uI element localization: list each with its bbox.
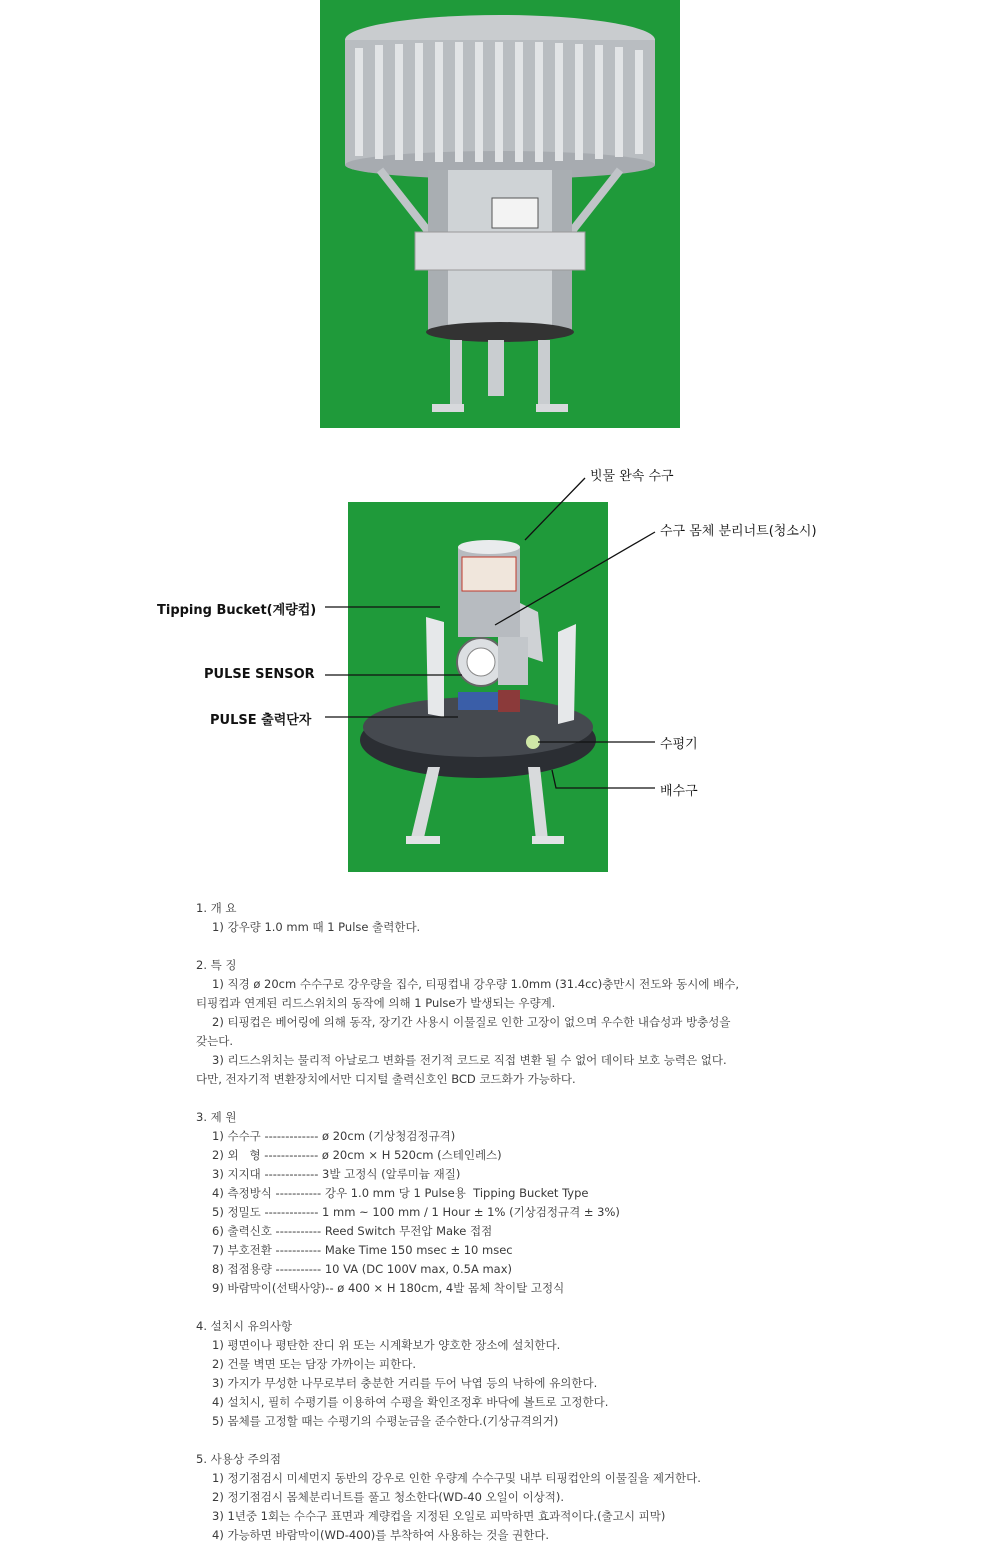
spec-line: 5) 정밀도 ------------- 1 mm ~ 100 mm / 1 Hour ± 1% (기상검정규격 ± 3%) xyxy=(212,1205,620,1219)
spec-line: 8) 접점용량 ----------- 10 VA (DC 100V max, 0.5A max) xyxy=(212,1262,513,1276)
section-title: 5. 사용상 주의점 xyxy=(196,1452,281,1466)
spec-line: 1) 강우량 1.0 mm 때 1 Pulse 출력한다. xyxy=(212,920,421,934)
spec-line: 갖는다. xyxy=(196,1034,233,1048)
spec-line: 6) 출력신호 ----------- Reed Switch 무전압 Make 접점 xyxy=(212,1224,493,1238)
spec-line: 2) 정기점검시 몸체분리너트를 풀고 청소한다(WD-40 오일이 이상적). xyxy=(212,1490,564,1504)
spec-line: 3) 리드스위치는 물리적 아날로그 변화를 전기적 코드로 직접 변환 될 수 없어 데이타 보호 능력은 없다. xyxy=(212,1053,727,1067)
product-photo-wind-shield xyxy=(320,0,680,428)
spec-line: 4) 측정방식 ----------- 강우 1.0 mm 당 1 Pulse용 Tipping Bucket Type xyxy=(212,1186,589,1200)
callout-separation-nut: 수구 몸체 분리너트(청소시) xyxy=(660,524,817,539)
spec-line: 5) 몸체를 고정할 때는 수평기의 수평눈금을 준수한다.(기상규격의거) xyxy=(212,1414,559,1428)
product-photo-internal xyxy=(348,502,608,872)
callout-pulse-sensor: PULSE SENSOR xyxy=(204,667,315,682)
spec-line: 2) 건물 벽면 또는 담장 가까이는 피한다. xyxy=(212,1357,417,1371)
spec-line: 9) 바람막이(선택사양)-- ø 400 × H 180cm, 4발 몸체 착이탈 고정식 xyxy=(212,1281,565,1295)
spec-line: 7) 부호전환 ----------- Make Time 150 msec ± 10 msec xyxy=(212,1243,513,1257)
spec-line: 4) 설치시, 필히 수평기를 이용하여 수평을 확인조정후 바닥에 볼트로 고정한다. xyxy=(212,1395,609,1409)
section-title: 1. 개 요 xyxy=(196,901,237,915)
spec-document xyxy=(196,899,816,1545)
section-title: 3. 제 원 xyxy=(196,1110,237,1124)
callout-funnel: 빗물 완속 수구 xyxy=(590,469,674,484)
spec-line: 2) 외 형 ------------- ø 20cm × H 520cm (스테인레스) xyxy=(212,1148,502,1162)
callout-level: 수평기 xyxy=(660,737,698,752)
spec-line: 1) 직경 ø 20cm 수수구로 강우량을 집수, 티핑컵내 강우량 1.0mm (31.4cc)충만시 전도와 동시에 배수, xyxy=(212,977,740,991)
spec-line: 3) 1년중 1회는 수수구 표면과 계량컵을 지정된 오일로 피막하면 효과적이다.(출고시 피막) xyxy=(212,1509,666,1523)
spec-line: 2) 티핑컵은 베어링에 의해 동작, 장기간 사용시 이물질로 인한 고장이 없으며 우수한 내습성과 방충성을 xyxy=(212,1015,731,1029)
callout-tipping-bucket: Tipping Bucket(계량컵) xyxy=(157,603,317,618)
spec-line: 1) 정기점검시 미세먼지 동반의 강우로 인한 우량계 수수구및 내부 티핑컵안의 이물질을 제거한다. xyxy=(212,1471,701,1485)
section-title: 2. 특 징 xyxy=(196,958,237,972)
spec-line: 3) 지지대 ------------- 3발 고정식 (알루미늄 재질) xyxy=(212,1167,461,1181)
spec-line: 1) 평면이나 평탄한 잔디 위 또는 시계확보가 양호한 장소에 설치한다. xyxy=(212,1338,561,1352)
spec-line: 1) 수수구 ------------- ø 20cm (기상청검정규격) xyxy=(212,1129,456,1143)
spec-line: 티핑컵과 연계된 리드스위치의 동작에 의해 1 Pulse가 발생되는 우량계. xyxy=(196,996,556,1010)
spec-line: 3) 가지가 무성한 나무로부터 충분한 거리를 두어 낙엽 등의 낙하에 유의한다. xyxy=(212,1376,598,1390)
spec-line: 4) 가능하면 바람막이(WD-400)를 부착하여 사용하는 것을 권한다. xyxy=(212,1528,550,1542)
callout-pulse-terminal: PULSE 출력단자 xyxy=(210,713,312,728)
spec-line: 다만, 전자기적 변환장치에서만 디지털 출력신호인 BCD 코드화가 가능하다. xyxy=(196,1072,576,1086)
section-title: 4. 설치시 유의사항 xyxy=(196,1319,293,1333)
callout-drain: 배수구 xyxy=(660,784,698,799)
